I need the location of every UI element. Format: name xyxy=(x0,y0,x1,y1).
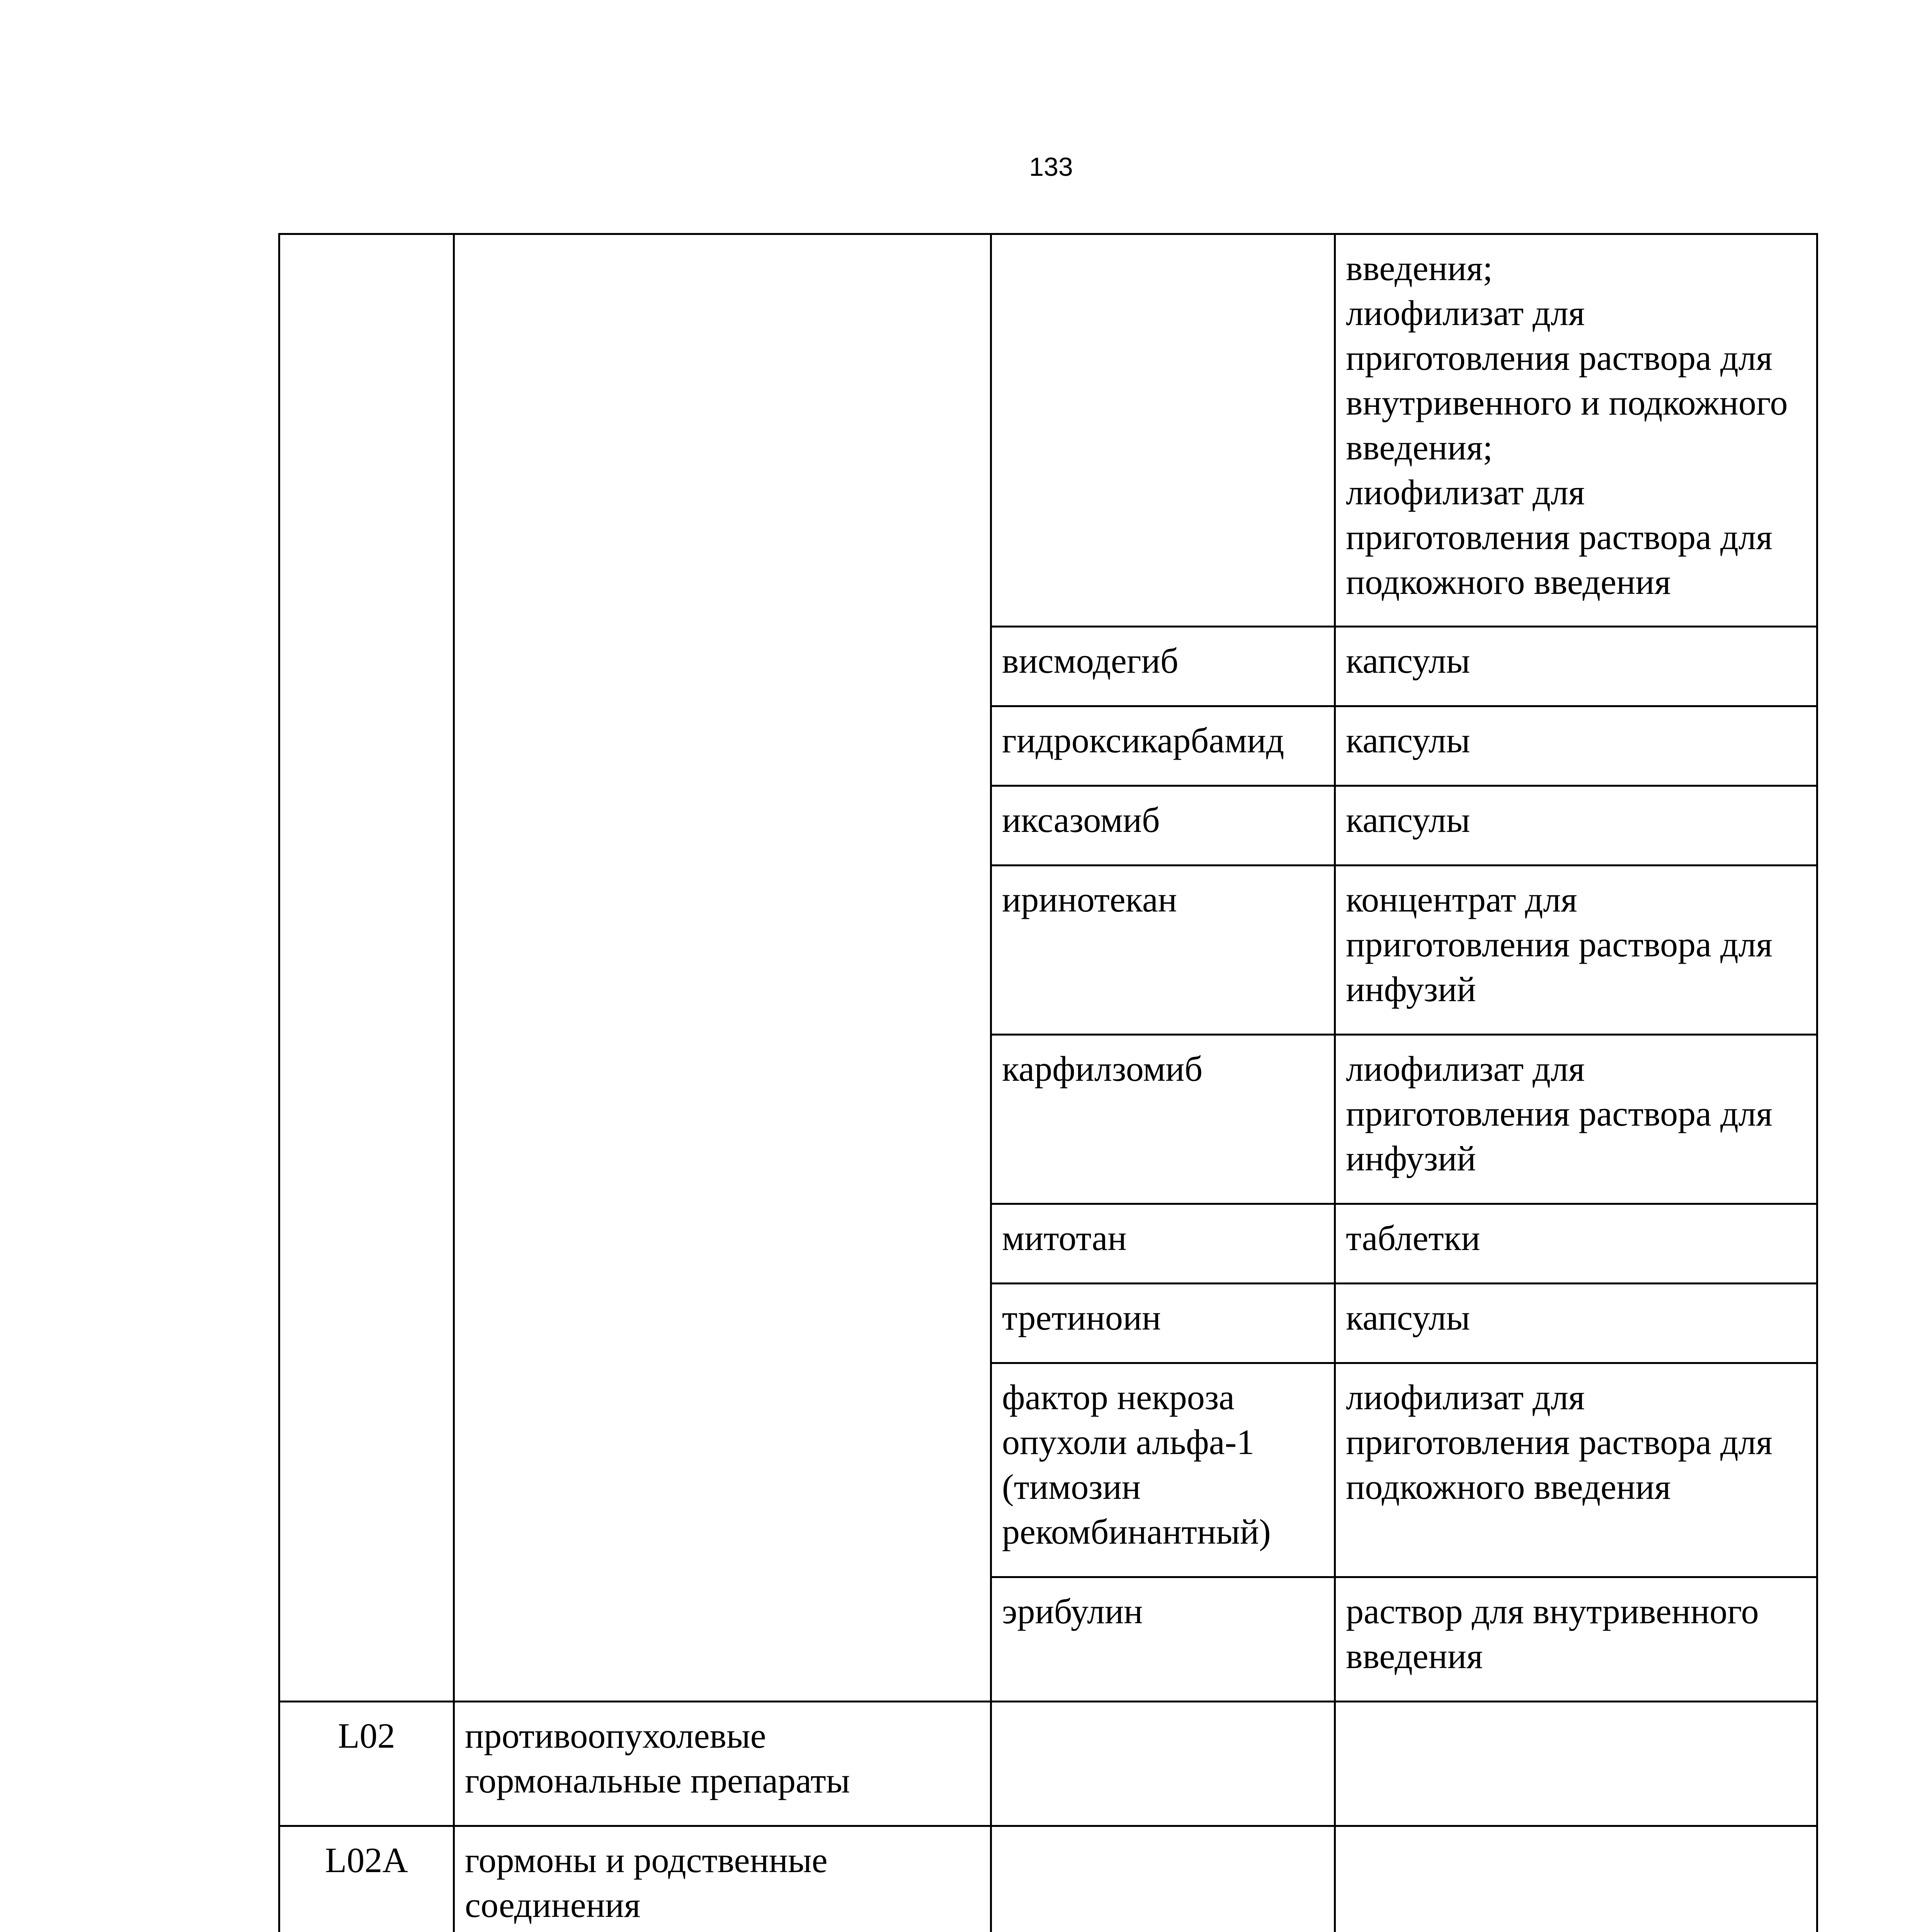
group-cell: противоопухолевые гормональные препараты xyxy=(454,1702,991,1826)
dosage-form-cell: таблетки xyxy=(1335,1204,1817,1284)
dosage-form-cell: раствор для внутривенного введения xyxy=(1335,1577,1817,1702)
dosage-form-cell: концентрат для приготовления раствора для инфузий xyxy=(1335,866,1817,1035)
drug-name-cell: фактор некроза опухоли альфа-1 (тимозин рекомбинантный) xyxy=(991,1363,1335,1577)
atc-code-cell: L02 xyxy=(279,1702,454,1826)
drug-name-cell: иксазомиб xyxy=(991,786,1335,866)
drug-name-cell xyxy=(991,1702,1335,1826)
dosage-form-cell: введения; лиофилизат для приготовления раствора для внутривенного и подкожного введения; лиофилизат для приготовления раствора для подкожного введения xyxy=(1335,234,1817,627)
drug-name-cell xyxy=(991,1826,1335,1932)
table-row xyxy=(279,1826,1817,1932)
drug-name-cell: карфилзомиб xyxy=(991,1035,1335,1204)
dosage-form-cell: капсулы xyxy=(1335,627,1817,706)
drug-name-cell: гидроксикарбамид xyxy=(991,706,1335,786)
dosage-form-cell: капсулы xyxy=(1335,706,1817,786)
table-row xyxy=(279,234,1817,627)
drug-name-cell: висмодегиб xyxy=(991,627,1335,706)
medication-table xyxy=(278,233,1818,1932)
dosage-form-cell: лиофилизат для приготовления раствора для инфузий xyxy=(1335,1035,1817,1204)
dosage-form-cell: капсулы xyxy=(1335,1284,1817,1363)
table-row xyxy=(279,1702,1817,1826)
group-cell: гормоны и родственные соединения xyxy=(454,1826,991,1932)
drug-name-cell: митотан xyxy=(991,1204,1335,1284)
drug-name-cell xyxy=(991,234,1335,627)
drug-name-cell: иринотекан xyxy=(991,866,1335,1035)
dosage-form-cell xyxy=(1335,1826,1817,1932)
group-cell xyxy=(454,234,991,1702)
dosage-form-cell: капсулы xyxy=(1335,786,1817,866)
drug-name-cell: третиноин xyxy=(991,1284,1335,1363)
dosage-form-cell xyxy=(1335,1702,1817,1826)
dosage-form-cell: лиофилизат для приготовления раствора для подкожного введения xyxy=(1335,1363,1817,1577)
drug-name-cell: эрибулин xyxy=(991,1577,1335,1702)
atc-code-cell: L02A xyxy=(279,1826,454,1932)
atc-code-cell xyxy=(279,234,454,1702)
page-number: 133 xyxy=(1029,152,1073,182)
